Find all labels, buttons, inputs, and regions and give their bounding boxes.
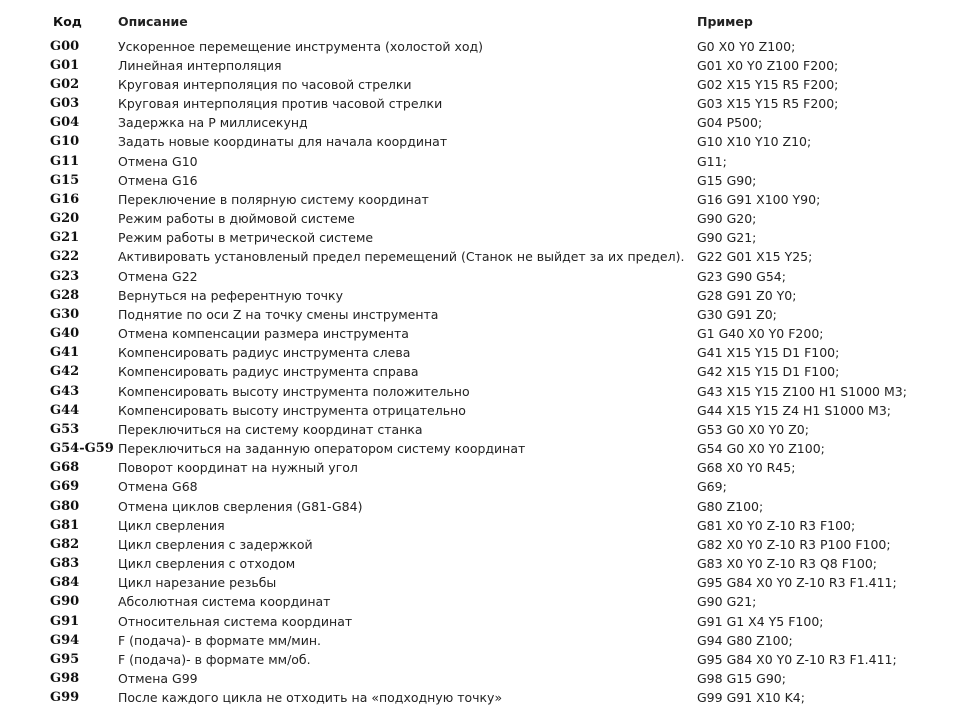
table-row (0, 37, 960, 56)
row-code: G54-G59 (50, 441, 114, 457)
table-row (0, 458, 960, 477)
row-code: G82 (50, 536, 80, 552)
row-description: Круговая интерполяция против часовой стрелки (118, 96, 443, 111)
table-row (0, 247, 960, 266)
row-example: G42 X15 Y15 D1 F100; (697, 364, 840, 380)
row-code: G00 (50, 38, 80, 54)
row-description: Отмена G99 (118, 671, 198, 687)
table-row (0, 382, 960, 401)
table-row (0, 554, 960, 573)
table-row (0, 132, 960, 151)
row-description: Цикл нарезание резьбы (118, 575, 277, 591)
row-example: G95 G84 X0 Y0 Z-10 R3 F1.411; (697, 651, 897, 667)
row-description: Поворот координат на нужный угол (118, 460, 358, 476)
row-example: G44 X15 Y15 Z4 H1 S1000 M3; (697, 402, 892, 418)
row-code: G44 (50, 402, 80, 418)
table-row (0, 113, 960, 132)
row-code: G02 (50, 76, 80, 92)
row-code: G20 (50, 211, 80, 226)
row-code: G41 (50, 345, 80, 361)
row-description: Отмена циклов сверления (G81-G84) (118, 498, 363, 514)
row-example: G53 G0 X0 Y0 Z0; (697, 421, 809, 437)
row-code: G10 (50, 134, 80, 150)
row-code: G21 (50, 230, 80, 246)
row-description: Режим работы в дюймовой системе (118, 211, 355, 226)
row-description: F (подача)- в формате мм/об. (118, 651, 311, 667)
row-example: G54 G0 X0 Y0 Z100; (697, 441, 825, 457)
row-description: Компенсировать радиус инструмента слева (118, 345, 411, 361)
row-example: G95 G84 X0 Y0 Z-10 R3 F1.411; (697, 575, 897, 591)
row-description: Круговая интерполяция по часовой стрелки (118, 76, 412, 92)
row-description: Поднятие по оси Z на точку смены инструмента (118, 306, 439, 322)
table-row (0, 535, 960, 554)
row-description: Отмена G22 (118, 268, 198, 284)
table-row (0, 171, 960, 190)
row-code: G68 (50, 460, 80, 476)
row-example: G99 G91 X10 K4; (697, 690, 805, 706)
row-code: G28 (50, 287, 80, 303)
row-example: G1 G40 X0 Y0 F200; (697, 326, 824, 342)
row-code: G22 (50, 249, 80, 265)
row-description: Линейная интерполяция (118, 57, 282, 73)
row-description: Вернуться на референтную точку (118, 287, 343, 303)
table-row (0, 305, 960, 324)
row-description: Цикл сверления с отходом (118, 556, 296, 572)
row-example: G11; (697, 153, 727, 169)
row-example: G80 Z100; (697, 498, 764, 514)
row-example: G82 X0 Y0 Z-10 R3 P100 F100; (697, 536, 891, 552)
table-row (0, 209, 960, 228)
row-example: G30 G91 Z0; (697, 306, 777, 322)
table-header (0, 14, 960, 34)
row-example: G04 P500; (697, 115, 763, 131)
row-description: Активировать установленый предел перемещений (Станок не выйдет за их предел). (118, 249, 685, 265)
table-row (0, 688, 960, 707)
table-row (0, 152, 960, 171)
table-row (0, 75, 960, 94)
table-row (0, 573, 960, 592)
row-description: Отмена G10 (118, 153, 198, 169)
table-row (0, 477, 960, 496)
row-description: Режим работы в метрической системе (118, 230, 374, 246)
table-row (0, 228, 960, 247)
row-description: Отмена компенсации размера инструмента (118, 326, 409, 342)
header-code: Код (53, 14, 82, 29)
row-example: G81 X0 Y0 Z-10 R3 F100; (697, 517, 856, 533)
row-description: Отмена G16 (118, 172, 198, 188)
row-code: G40 (50, 326, 80, 342)
row-description: Абсолютная система координат (118, 594, 331, 610)
row-example: G22 G01 X15 Y25; (697, 249, 813, 265)
row-example: G41 X15 Y15 D1 F100; (697, 345, 840, 361)
row-code: G03 (50, 96, 80, 111)
row-example: G01 X0 Y0 Z100 F200; (697, 57, 839, 73)
row-example: G28 G91 Z0 Y0; (697, 287, 797, 303)
row-description: После каждого цикла не отходить на «подходную точку» (118, 690, 503, 706)
row-example: G16 G91 X100 Y90; (697, 191, 821, 207)
row-code: G01 (50, 57, 80, 73)
row-description: Задержка на P миллисекунд (118, 115, 308, 131)
row-description: Задать новые координаты для начала координат (118, 134, 448, 150)
row-code: G81 (50, 517, 80, 533)
row-example: G43 X15 Y15 Z100 H1 S1000 M3; (697, 383, 907, 399)
row-example: G94 G80 Z100; (697, 632, 793, 648)
row-example: G23 G90 G54; (697, 268, 786, 284)
row-code: G95 (50, 651, 80, 667)
header-example: Пример (697, 14, 753, 29)
row-code: G80 (50, 498, 80, 514)
row-description: Относительная система координат (118, 613, 353, 629)
table-row (0, 267, 960, 286)
row-example: G0 X0 Y0 Z100; (697, 38, 796, 54)
table-row (0, 612, 960, 631)
table-row (0, 56, 960, 75)
table-row (0, 631, 960, 650)
row-description: Компенсировать высоту инструмента положительно (118, 383, 470, 399)
row-description: Ускоренное перемещение инструмента (холостой ход) (118, 38, 484, 54)
row-example: G90 G21; (697, 230, 757, 246)
table-row (0, 420, 960, 439)
row-description: F (подача)- в формате мм/мин. (118, 632, 321, 648)
row-example: G90 G20; (697, 211, 757, 226)
header-description: Описание (118, 14, 188, 29)
row-code: G23 (50, 268, 80, 284)
table-row (0, 324, 960, 343)
row-code: G53 (50, 421, 80, 437)
table-row (0, 343, 960, 362)
row-description: Отмена G68 (118, 479, 198, 495)
table-row (0, 497, 960, 516)
row-example: G02 X15 Y15 R5 F200; (697, 76, 839, 92)
table-row (0, 439, 960, 458)
table-row (0, 401, 960, 420)
table-row (0, 286, 960, 305)
row-description: Цикл сверления (118, 517, 225, 533)
row-code: G16 (50, 191, 80, 207)
row-example: G91 G1 X4 Y5 F100; (697, 613, 824, 629)
row-code: G43 (50, 383, 80, 399)
row-code: G84 (50, 575, 80, 591)
row-example: G98 G15 G90; (697, 671, 786, 687)
row-description: Цикл сверления с задержкой (118, 536, 313, 552)
table-row (0, 669, 960, 688)
table-row (0, 516, 960, 535)
table-row (0, 190, 960, 209)
row-description: Переключиться на заданную оператором систему координат (118, 441, 526, 457)
table-row (0, 362, 960, 381)
row-description: Переключиться на систему координат станка (118, 421, 423, 437)
table-row (0, 94, 960, 113)
row-example: G10 X10 Y10 Z10; (697, 134, 812, 150)
row-code: G30 (50, 306, 80, 322)
row-code: G69 (50, 479, 80, 495)
row-example: G68 X0 Y0 R45; (697, 460, 796, 476)
row-example: G03 X15 Y15 R5 F200; (697, 96, 839, 111)
row-example: G15 G90; (697, 172, 757, 188)
row-code: G83 (50, 556, 80, 572)
row-example: G69; (697, 479, 727, 495)
row-code: G98 (50, 671, 80, 687)
row-code: G15 (50, 172, 80, 188)
row-code: G42 (50, 364, 80, 380)
table-row (0, 592, 960, 611)
row-example: G90 G21; (697, 594, 757, 610)
row-code: G04 (50, 115, 80, 131)
row-code: G94 (50, 632, 80, 648)
row-example: G83 X0 Y0 Z-10 R3 Q8 F100; (697, 556, 877, 572)
row-code: G99 (50, 690, 80, 706)
row-description: Переключение в полярную систему координат (118, 191, 429, 207)
row-description: Компенсировать радиус инструмента справа (118, 364, 419, 380)
row-code: G90 (50, 594, 80, 610)
row-code: G11 (50, 153, 80, 169)
row-code: G91 (50, 613, 80, 629)
table-row (0, 650, 960, 669)
row-description: Компенсировать высоту инструмента отрицательно (118, 402, 466, 418)
